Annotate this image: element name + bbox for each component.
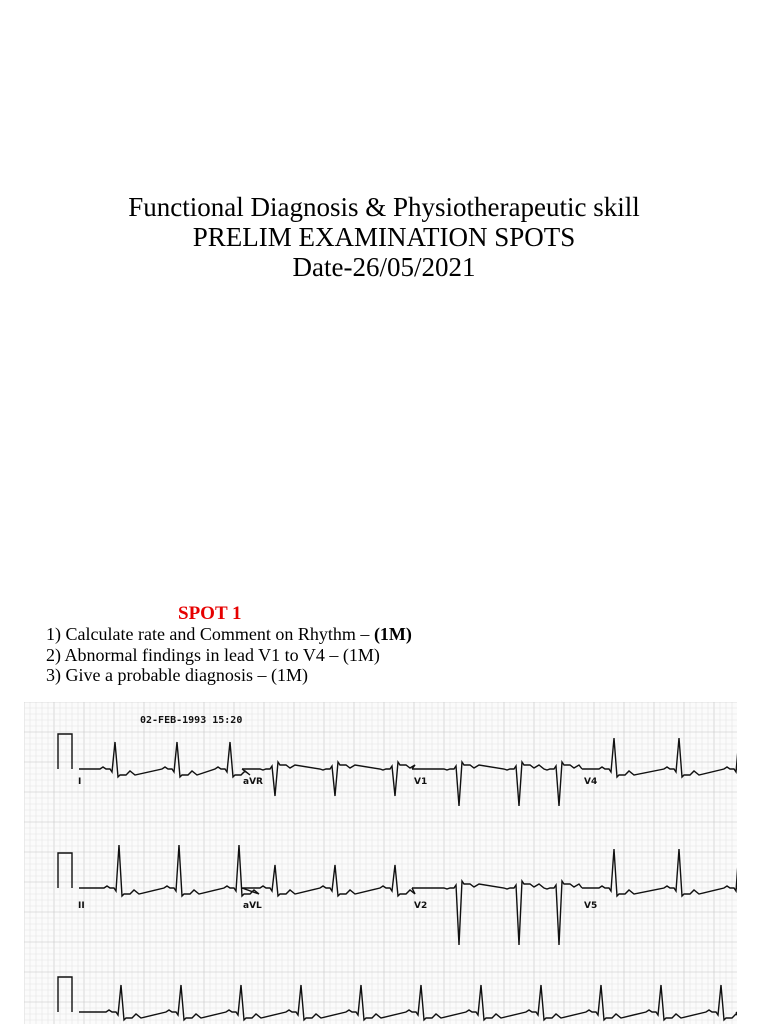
- lead-label-v4: V4: [584, 777, 598, 787]
- course-title: Functional Diagnosis & Physiotherapeutic skill: [128, 192, 640, 222]
- lead-label-avl: aVL: [243, 901, 262, 911]
- question-3-marks: (1M): [270, 665, 308, 685]
- question-3-text: 3) Give a probable diagnosis –: [46, 665, 271, 685]
- lead-label-v2: V2: [414, 901, 428, 911]
- exam-title: PRELIM EXAMINATION SPOTS: [192, 222, 576, 252]
- question-1-text: 1) Calculate rate and Comment on Rhythm –: [46, 624, 374, 644]
- title-block: [0, 192, 768, 282]
- question-1-marks: (1M): [373, 624, 412, 644]
- lead-label-i: I: [78, 777, 82, 787]
- question-3: [46, 665, 412, 686]
- ecg-strip: [24, 702, 737, 1024]
- lead-label-v1: V1: [414, 777, 428, 787]
- question-2-marks: (1M): [342, 644, 380, 665]
- ecg-image: [24, 702, 737, 1024]
- question-list: [46, 624, 412, 686]
- lead-label-v5: V5: [584, 901, 598, 911]
- lead-label-avr: aVR: [243, 777, 263, 787]
- ecg-timestamp: 02-FEB-1993 15:20: [140, 715, 243, 726]
- question-2-text: 2) Abnormal findings in lead V1 to V4 –: [46, 644, 343, 665]
- ecg-trace: [58, 734, 737, 806]
- exam-date: Date-26/05/2021: [292, 252, 476, 282]
- spot-label: SPOT 1: [178, 603, 242, 624]
- lead-label-ii: II: [78, 901, 85, 911]
- question-1: [46, 624, 412, 645]
- ecg-traces: [58, 734, 737, 1020]
- ecg-trace: [58, 977, 737, 1020]
- ecg-grid: [24, 702, 737, 1024]
- question-2: [46, 645, 412, 666]
